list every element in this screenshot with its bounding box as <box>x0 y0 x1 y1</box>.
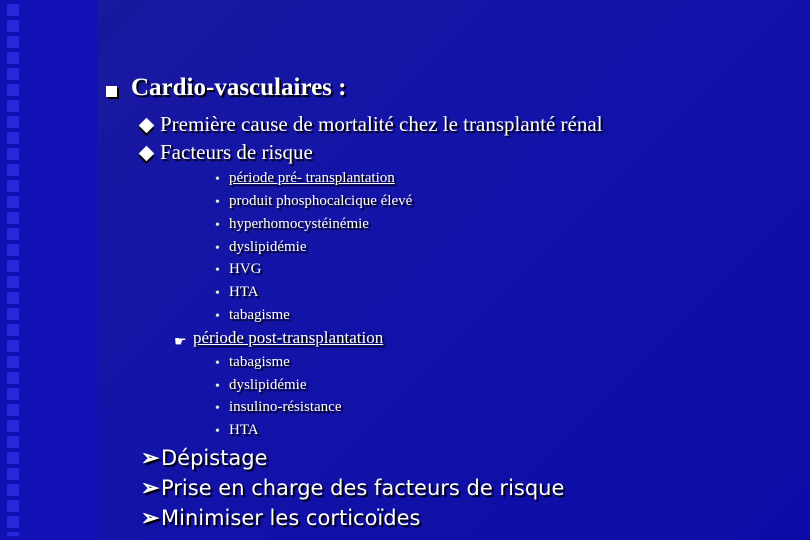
diamond-bullet-icon <box>139 146 155 162</box>
bullet-dot-icon: • <box>215 263 220 278</box>
pre-transplant-heading: période pré- transplantation <box>229 170 395 186</box>
pointing-hand-icon: ☛ <box>174 335 187 350</box>
bullet-dot-icon: • <box>215 309 220 324</box>
arrow-bullet-icon: ➢ <box>141 505 160 530</box>
pre-item-2: hyperhomocystéinémie <box>229 216 369 232</box>
action-item-3: Minimiser les corticoïdes <box>161 506 421 530</box>
bullet-dot-icon: • <box>215 195 220 210</box>
bullet-dot-icon: • <box>215 241 220 256</box>
diamond-bullet-icon <box>139 118 155 134</box>
post-item-3: insulino-résistance <box>229 399 342 415</box>
level1-item-2: Facteurs de risque <box>160 140 313 164</box>
bullet-dot-icon: • <box>215 356 220 371</box>
pre-item-3: dyslipidémie <box>229 239 307 255</box>
bullet-dot-icon: • <box>215 401 220 416</box>
pre-item-5: HTA <box>229 284 259 300</box>
arrow-bullet-icon: ➢ <box>141 445 160 470</box>
post-transplant-heading: période post-transplantation <box>193 328 384 347</box>
left-decorative-band <box>0 0 97 540</box>
action-item-1: Dépistage <box>161 446 268 470</box>
post-item-2: dyslipidémie <box>229 377 307 393</box>
level1-item-1: Première cause de mortalité chez le transplanté rénal <box>160 112 603 136</box>
pre-item-1: produit phosphocalcique élevé <box>229 193 413 209</box>
square-bullet-icon <box>106 86 117 97</box>
post-item-1: tabagisme <box>229 354 290 370</box>
bullet-dot-icon: • <box>215 172 220 187</box>
post-item-4: HTA <box>229 422 259 438</box>
pre-item-6: tabagisme <box>229 307 290 323</box>
pre-item-4: HVG <box>229 261 262 277</box>
bullet-dot-icon: • <box>215 218 220 233</box>
slide-title: Cardio-vasculaires : <box>131 74 347 101</box>
action-item-2: Prise en charge des facteurs de risque <box>161 476 565 500</box>
square-pattern <box>5 4 21 536</box>
bullet-dot-icon: • <box>215 379 220 394</box>
bullet-dot-icon: • <box>215 424 220 439</box>
bullet-dot-icon: • <box>215 286 220 301</box>
arrow-bullet-icon: ➢ <box>141 475 160 500</box>
